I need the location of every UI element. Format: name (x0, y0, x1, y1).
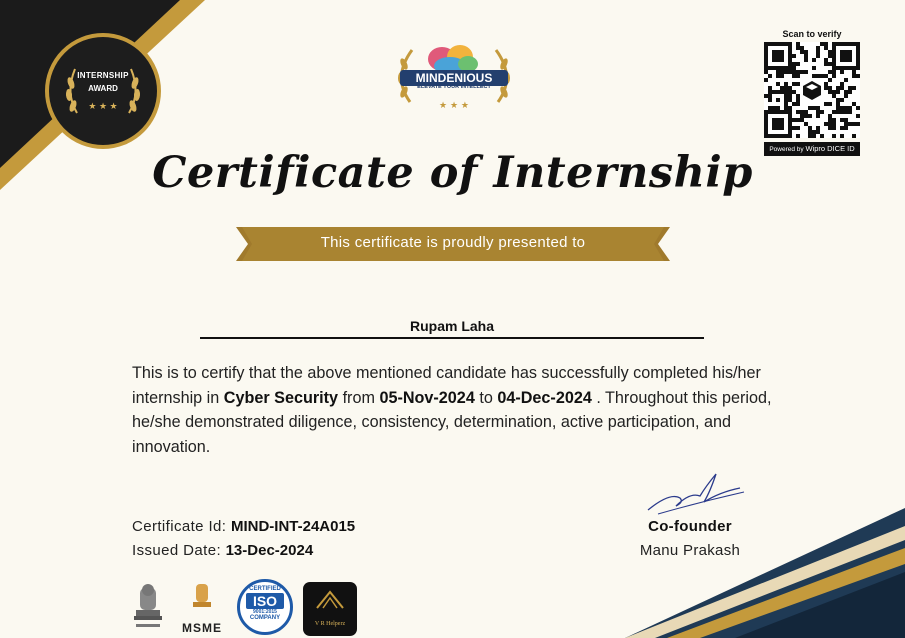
signatory-name: Manu Prakash (639, 542, 741, 559)
vr-helperz-icon (303, 582, 357, 616)
name-underline (200, 337, 704, 339)
vr-helperz-logo (303, 582, 357, 636)
msme-label: MSME (182, 621, 222, 635)
national-emblem-icon (130, 582, 166, 634)
badge-stars: ★ ★ ★ (88, 100, 118, 111)
laurel-wreath-icon (55, 43, 151, 139)
ribbon-text: This certificate is proudly presented to (320, 234, 586, 251)
statement-closing: . Throughout this period, he/she demonstrated diligence, consistency, determination, active participation, and innovation. (132, 388, 772, 456)
powered-by-label: Powered by (769, 146, 804, 153)
certificate-id-row (132, 515, 355, 539)
msme-emblem-icon (178, 582, 226, 616)
iso-certified-badge (237, 579, 293, 635)
issued-date-row (132, 539, 355, 563)
end-date: 04-Dec-2024 (497, 388, 592, 407)
logo-company-name: MINDENIOUS (400, 70, 508, 86)
msme-logo (178, 582, 226, 634)
to-word: to (479, 388, 493, 407)
statement-intro: This is to certify that the above mentioned candidate has successfully completed his/her internship in (132, 364, 761, 407)
qr-center-cube-icon (801, 79, 823, 101)
signatory-role: Co-founder (648, 518, 732, 535)
svg-text:★ ★ ★: ★ ★ ★ (439, 101, 469, 111)
iso-label: ISO (246, 593, 284, 609)
internship-award-badge (45, 33, 161, 149)
certificate-details (132, 515, 355, 563)
iso-number: 9001:2015 (253, 609, 277, 615)
logo-tagline: "ELEVATE YOUR INTELLECT" (414, 84, 494, 90)
start-date: 05-Nov-2024 (379, 388, 475, 407)
certificate-title: Certificate of Internship (152, 148, 753, 198)
issued-date-value: 13-Dec-2024 (225, 542, 314, 559)
scan-to-verify-label: Scan to verify (782, 29, 842, 39)
internship-domain: Cyber Security (223, 388, 339, 407)
certificate-id-label: Certificate Id: (132, 518, 227, 535)
verification-provider: Wipro DICE ID (805, 144, 855, 153)
iso-top-text: CERTIFIED (249, 586, 281, 592)
from-word: from (342, 388, 375, 407)
certificate-id-value: MIND-INT-24A015 (230, 518, 356, 535)
issued-date-label: Issued Date: (132, 542, 222, 559)
recipient-name: Rupam Laha (409, 318, 494, 334)
certification-statement (132, 361, 782, 459)
badge-line-2: AWARD (88, 83, 118, 93)
vr-helperz-label: V R Helperz (314, 621, 346, 627)
badge-line-1: INTERNSHIP (77, 70, 129, 80)
iso-bottom-text: COMPANY (249, 615, 281, 621)
verification-qr-code[interactable] (764, 42, 860, 138)
signature-image (640, 462, 750, 522)
